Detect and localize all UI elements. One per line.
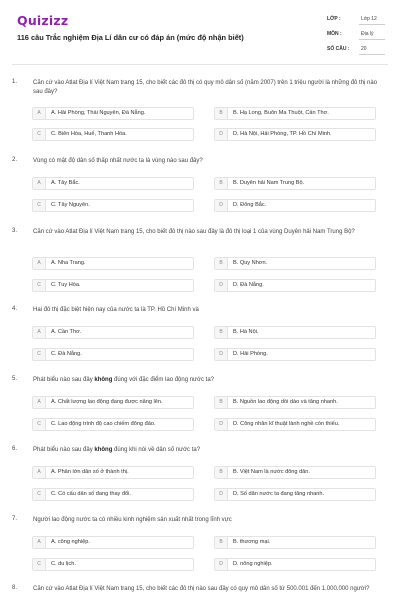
option-key: D: [215, 200, 228, 211]
question-number: 3.: [12, 228, 18, 234]
option-text: C. du lịch.: [51, 561, 76, 567]
option-d[interactable]: [214, 279, 376, 292]
question-text: Hai đô thị đặc biệt hiện nay của nước ta là TP. Hồ Chí Minh và: [33, 307, 199, 313]
option-c[interactable]: [32, 199, 194, 212]
option-key: D: [215, 489, 228, 500]
quizizz-logo: Quizizz: [17, 13, 69, 28]
page-title: 116 câu Trắc nghiệm Địa Lí dân cư có đáp án (mức độ nhận biết): [17, 33, 244, 42]
option-d[interactable]: [214, 418, 376, 431]
option-b[interactable]: [214, 177, 376, 190]
question-number: 1.: [12, 79, 18, 85]
option-d[interactable]: [214, 128, 376, 141]
option-text: D. nông nghiệp.: [233, 561, 273, 567]
option-key: C: [33, 129, 46, 140]
question-emphasis: không: [94, 377, 113, 383]
option-text: B. Hạ Long, Buôn Ma Thuột, Cần Thơ.: [233, 110, 329, 116]
question-text-end: đúng với đặc điểm lao động nước ta?: [112, 377, 215, 383]
option-key: D: [215, 280, 228, 291]
option-c[interactable]: [32, 348, 194, 361]
option-d[interactable]: [214, 488, 376, 501]
option-a[interactable]: [32, 257, 194, 270]
option-text: A. công nghiệp.: [51, 539, 90, 545]
option-b[interactable]: [214, 257, 376, 270]
option-c[interactable]: [32, 128, 194, 141]
option-text: D. Đà Nẵng.: [233, 282, 264, 288]
option-text: B. thương mại.: [233, 539, 271, 545]
option-text: A. Chất lượng lao động đang được nâng lên.: [51, 399, 163, 405]
option-text: C. Biên Hòa, Huế, Thanh Hóa.: [51, 131, 127, 137]
question-text-start: Phát biểu nào sau đây: [33, 447, 95, 453]
option-key: A: [33, 467, 46, 478]
option-text: A. Nha Trang.: [51, 260, 86, 266]
option-b[interactable]: [214, 536, 376, 549]
option-text: C. Tây Nguyên.: [51, 202, 90, 208]
question-number: 5.: [12, 376, 18, 382]
option-a[interactable]: [32, 107, 194, 120]
option-c[interactable]: [32, 488, 194, 501]
meta-value: 20: [361, 46, 367, 52]
meta-underline: [359, 24, 385, 25]
option-key: D: [215, 349, 228, 360]
option-key: B: [215, 467, 228, 478]
option-text: B. Quy Nhơn.: [233, 260, 268, 266]
option-a[interactable]: [32, 326, 194, 339]
option-a[interactable]: [32, 177, 194, 190]
option-text: B. Việt Nam là nước đông dân.: [233, 469, 310, 475]
option-key: C: [33, 559, 46, 570]
worksheet-header: [0, 0, 400, 66]
option-key: C: [33, 349, 46, 360]
question-text-start: Phát biểu nào sau đây: [33, 377, 95, 383]
question-text: Vùng có mật độ dân số thấp nhất nước ta là vùng nào sau đây?: [33, 158, 203, 164]
option-b[interactable]: [214, 396, 376, 409]
question-text-end: đúng khi nói về dân số nước ta?: [112, 447, 201, 453]
meta-value: Địa lý: [361, 31, 374, 37]
option-text: A. Cần Thơ.: [51, 329, 82, 335]
option-b[interactable]: [214, 466, 376, 479]
option-key: B: [215, 258, 228, 269]
option-key: A: [33, 537, 46, 548]
option-a[interactable]: [32, 536, 194, 549]
meta-label: SỐ CÂU :: [327, 46, 350, 52]
question-emphasis: không: [94, 447, 113, 453]
question-text: [33, 446, 388, 455]
option-text: B. Hà Nội.: [233, 329, 259, 335]
option-b[interactable]: [214, 107, 376, 120]
question-number: 6.: [12, 446, 18, 452]
question-text: [33, 376, 388, 385]
question-text: Căn cứ vào Atlat Địa lí Việt Nam trang 15, cho biết các đô thị có quy mô dân số (năm 2007) trên 1 triệu người là những đô thị nào sau đây?: [33, 80, 378, 95]
option-d[interactable]: [214, 558, 376, 571]
option-text: D. Số dân nước ta đang tăng nhanh.: [233, 491, 325, 497]
question-number: 7.: [12, 516, 18, 522]
option-text: C. Lao động trình độ cao chiếm đông đảo.: [51, 421, 156, 427]
option-text: C. Có cấu dân số đang thay đổi.: [51, 491, 131, 497]
option-key: A: [33, 327, 46, 338]
option-text: D. Đông Bắc.: [233, 202, 267, 208]
option-text: B. Duyên hải Nam Trung Bộ.: [233, 180, 305, 186]
meta-underline: [359, 39, 385, 40]
question-number: 8.: [12, 585, 18, 591]
option-key: D: [215, 129, 228, 140]
option-c[interactable]: [32, 558, 194, 571]
option-key: B: [215, 327, 228, 338]
option-text: D. Hà Nội, Hải Phòng, TP. Hồ Chí Minh.: [233, 131, 332, 137]
option-key: A: [33, 397, 46, 408]
question-number: 4.: [12, 306, 18, 312]
option-c[interactable]: [32, 418, 194, 431]
meta-label: MÔN :: [327, 31, 342, 37]
option-text: A. Tây Bắc.: [51, 180, 80, 186]
option-text: D. Công nhân kĩ thuật lành nghề còn thiếu.: [233, 421, 340, 427]
option-key: A: [33, 258, 46, 269]
question-text: Căn cứ vào Atlat Địa lí Việt Nam trang 15, cho biết đô thị nào sau đây là đô thị loại 1 của vùng Duyên hải Nam Trung Bộ?: [33, 229, 355, 235]
option-text: D. Hải Phòng.: [233, 351, 268, 357]
option-key: A: [33, 178, 46, 189]
option-key: B: [215, 178, 228, 189]
option-text: A. Hải Phòng, Thái Nguyên, Đà Nẵng.: [51, 110, 146, 116]
option-d[interactable]: [214, 348, 376, 361]
meta-label: LỚP :: [327, 16, 341, 22]
option-b[interactable]: [214, 326, 376, 339]
option-text: C. Đà Nẵng.: [51, 351, 82, 357]
option-text: A. Phân lớn dân số ở thành thị.: [51, 469, 129, 475]
option-text: B. Nguồn lao động dồi dào và tăng nhanh.: [233, 399, 338, 405]
option-key: B: [215, 537, 228, 548]
option-key: C: [33, 489, 46, 500]
option-key: A: [33, 108, 46, 119]
option-a[interactable]: [32, 466, 194, 479]
option-key: D: [215, 559, 228, 570]
option-c[interactable]: [32, 279, 194, 292]
meta-underline: [359, 54, 385, 55]
option-a[interactable]: [32, 396, 194, 409]
meta-value: Lớp 12: [361, 16, 377, 22]
option-d[interactable]: [214, 199, 376, 212]
question-number: 2.: [12, 157, 18, 163]
question-text: Người lao động nước ta có nhiều kinh nghiệm sản xuất nhất trong lĩnh vực: [33, 517, 232, 523]
question-text: Căn cứ vào Atlat Địa lí Việt Nam trang 15, cho biết các đô thị nào sau đây có quy mô dân số từ 500.001 đến 1.000.000 người?: [33, 586, 370, 592]
option-key: B: [215, 397, 228, 408]
option-text: C. Tuy Hòa.: [51, 282, 81, 288]
option-key: C: [33, 419, 46, 430]
option-key: C: [33, 200, 46, 211]
option-key: D: [215, 419, 228, 430]
option-key: B: [215, 108, 228, 119]
option-key: C: [33, 280, 46, 291]
header-divider: [12, 64, 388, 65]
